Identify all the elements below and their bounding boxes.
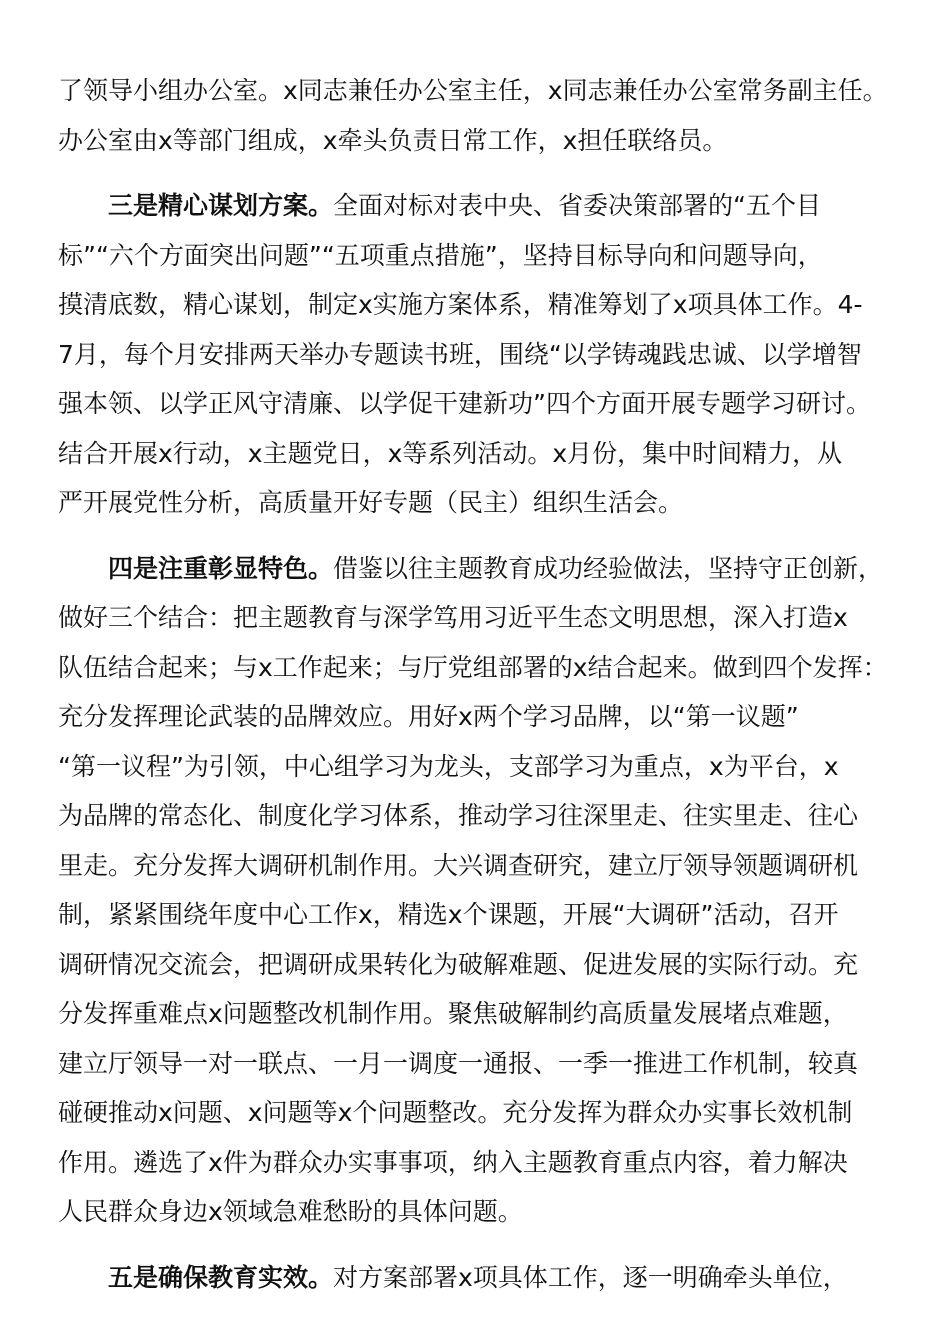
paragraph-line: 办公室由x等部门组成，x牵头负责日常工作，x担任联络员。: [58, 125, 728, 155]
section-5-first-line-text: 对方案部署x项具体工作，逐一明确牵头单位，: [333, 1262, 848, 1292]
paragraph-line: 人民群众身边x领域急难愁盼的具体问题。: [58, 1197, 523, 1226]
section-5-first-line: [58, 1253, 938, 1303]
paragraph-line: 做好三个结合：把主题教育与深学笃用习近平生态文明思想，深入打造x: [58, 603, 848, 632]
section-4-first-line-text: 借鉴以往主题教育成功经验做法，坚持守正创新，: [333, 553, 884, 583]
paragraph-line: 调研情况交流会，把调研成果转化为破解难题、促进发展的实际行动。充: [58, 949, 859, 979]
paragraph-line: 强本领、以学正风守清廉、以学促干建新功”四个方面开展专题学习研讨。: [58, 389, 871, 418]
paragraph-line: 里走。充分发挥大调研机制作用。大兴调查研究，建立厅领导领题调研机: [58, 850, 859, 880]
document-page: [58, 66, 938, 1302]
paragraph-line: 制，紧紧围绕年度中心工作x，精选x个课题，开展“大调研”活动，召开: [58, 900, 839, 929]
paragraph-line: 结合开展x行动，x主题党日，x等系列活动。x月份，集中时间精力，从: [58, 438, 843, 468]
paragraph-line: 摸清底数，精心谋划，制定x实施方案体系，精准筹划了x项具体工作。4-: [58, 290, 863, 319]
paragraph-line: 队伍结合起来；与x工作起来；与厅党组部署的x结合起来。做到四个发挥：: [58, 652, 888, 682]
paragraph-line: 了领导小组办公室。x同志兼任办公室主任，x同志兼任办公室常务副主任。: [58, 76, 888, 105]
paragraph-line: 碰硬推动x问题、x问题等x个问题整改。充分发挥为群众办实事长效机制: [58, 1098, 853, 1127]
paragraph-line: 作用。遴选了x件为群众办实事事项，纳入主题教育重点内容，着力解决: [58, 1147, 848, 1177]
paragraph-line: 标”“六个方面突出问题”“五项重点措施”，坚持目标导向和问题导向，: [58, 240, 823, 270]
paragraph-line: 为品牌的常态化、制度化学习体系，推动学习往深里走、往实里走、往心: [58, 801, 859, 830]
paragraph-line: 严开展党性分析，高质量开好专题（民主）组织生活会。: [58, 488, 684, 517]
paragraph-line: 分发挥重难点x问题整改机制作用。聚焦破解制约高质量发展堵点难题，: [58, 999, 848, 1028]
paragraph-line: 充分发挥理论武装的品牌效应。用好x两个学习品牌，以“第一议题”: [58, 702, 799, 731]
section-4-first-line: [58, 544, 938, 594]
section-3-heading: 三是精心谋划方案。: [108, 191, 334, 220]
section-3-first-line: [58, 181, 938, 231]
paragraph-line: “第一议程”为引领，中心组学习为龙头，支部学习为重点，x为平台，x: [58, 751, 839, 781]
paragraph-line: 7月，每个月安排两天举办专题读书班，围绕“以学铸魂践忠诚、以学增智: [58, 339, 862, 369]
section-4-heading: 四是注重彰显特色。: [108, 553, 334, 583]
section-5-heading: 五是确保教育实效。: [108, 1262, 334, 1292]
section-3-first-line-text: 全面对标对表中央、省委决策部署的“五个目: [333, 191, 821, 220]
paragraph-line: 建立厅领导一对一联点、一月一调度一通报、一季一推进工作机制，较真: [58, 1048, 859, 1078]
